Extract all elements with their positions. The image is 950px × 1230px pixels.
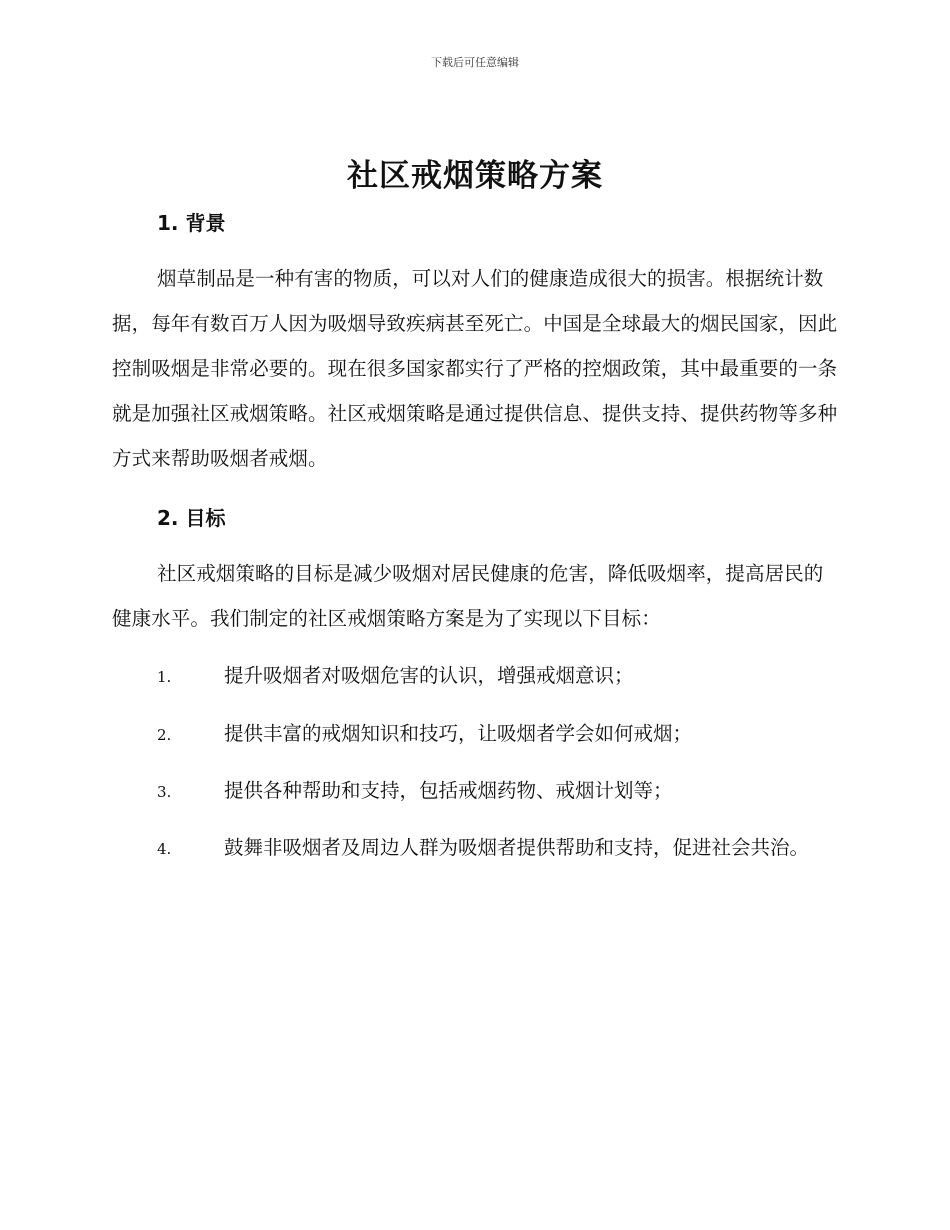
document-title: 社区戒烟策略方案 — [347, 158, 603, 194]
goals-paragraph: 社区戒烟策略的目标是减少吸烟对居民健康的危害，降低吸烟率，提高居民的健康水平。我们制定的社区戒烟策略方案是为了实现以下目标： — [112, 562, 824, 630]
background-paragraph: 烟草制品是一种有害的物质，可以对人们的健康造成很大的损害。根据统计数据，每年有数百万人因为吸烟导致疾病甚至死亡。中国是全球最大的烟民国家，因此控制吸烟是非常必要的。现在很多国家都实行了严格的控烟政策，其中最重要的一条就是加强社区戒烟策略。社区戒烟策略是通过提供信息、提供支持、提供药物等多种方式来帮助吸烟者戒烟。 — [112, 267, 838, 470]
list-number: 1. — [157, 668, 172, 686]
list-number: 3. — [157, 783, 172, 801]
list-text: 提供丰富的戒烟知识和技巧，让吸烟者学会如何戒烟； — [224, 722, 693, 745]
list-text: 提升吸烟者对吸烟危害的认识，增强戒烟意识； — [224, 664, 634, 687]
list-text: 提供各种帮助和支持，包括戒烟药物、戒烟计划等； — [224, 779, 673, 802]
goal-list-item — [112, 768, 838, 815]
list-number: 4. — [157, 840, 172, 858]
list-text: 鼓舞非吸烟者及周边人群为吸烟者提供帮助和支持，促进社会共治。 — [224, 836, 810, 859]
section-heading-goals: 2. 目标 — [157, 506, 226, 530]
header-note: 下载后可任意编辑 — [431, 56, 519, 69]
goal-list-item — [112, 711, 838, 758]
goal-list-item — [112, 653, 838, 700]
list-number: 2. — [157, 726, 172, 744]
section-heading-background: 1. 背景 — [157, 211, 226, 235]
goal-list-item — [112, 825, 838, 872]
